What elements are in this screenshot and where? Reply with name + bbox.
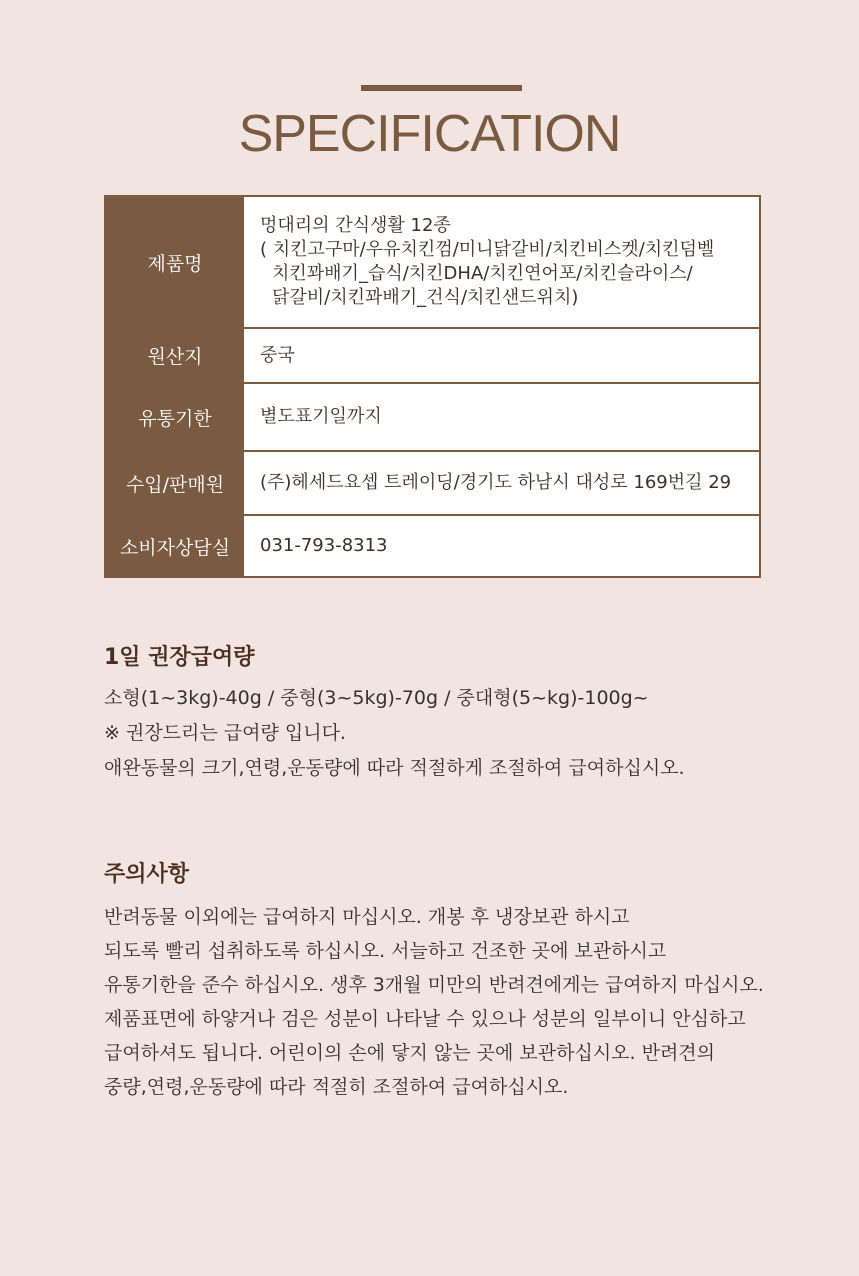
spec-label-product-name: 제품명 [106, 197, 244, 327]
feeding-line: ※ 권장드리는 급여량 입니다. [104, 722, 346, 744]
feeding-section [104, 643, 824, 786]
spec-value-product-name [244, 197, 759, 327]
caution-line: 급여하셔도 됩니다. 어린이의 손에 닿지 않는 곳에 보관하십시오. 반려견의 [104, 1042, 716, 1064]
caution-heading: 주의사항 [104, 862, 190, 887]
page-title: SPECIFICATION [238, 105, 621, 163]
product-name-line: 멍대리의 간식생활 12종 [260, 215, 451, 236]
spec-row-expiry [106, 382, 759, 450]
caution-line: 유통기한을 준수 하십시오. 생후 3개월 미만의 반려견에게는 급여하지 마십시오. [104, 974, 764, 996]
spec-table [104, 195, 761, 578]
caution-section [104, 860, 824, 1104]
product-name-line: ( 치킨고구마/우유치킨껌/미니닭갈비/치킨비스켓/치킨덤벨 [260, 239, 715, 260]
title-rule [361, 85, 522, 91]
feeding-line: 소형(1~3kg)-40g / 중형(3~5kg)-70g / 중대형(5~kg)-100g~ [104, 687, 649, 709]
spec-row-consult [106, 514, 759, 576]
spec-value-importer: (주)헤세드요셉 트레이딩/경기도 하남시 대성로 169번길 29 [260, 472, 732, 493]
spec-row-importer [106, 450, 759, 514]
caution-line: 중량,연령,운동량에 따라 적절히 조절하여 급여하십시오. [104, 1076, 569, 1098]
spec-label-expiry: 유통기한 [106, 384, 244, 450]
spec-value-expiry: 별도표기일까지 [260, 406, 382, 427]
spec-row-origin [106, 327, 759, 382]
product-name-line: 치킨꽈배기_습식/치킨DHA/치킨연어포/치킨슬라이스/ [272, 263, 693, 284]
feeding-line: 애완동물의 크기,연령,운동량에 따라 적절하게 조절하여 급여하십시오. [104, 757, 685, 779]
caution-line: 되도록 빨리 섭취하도록 하십시오. 서늘하고 건조한 곳에 보관하시고 [104, 940, 667, 962]
spec-label-consult: 소비자상담실 [106, 516, 244, 576]
caution-line: 반려동물 이외에는 급여하지 마십시오. 개봉 후 냉장보관 하시고 [104, 906, 630, 928]
spec-row-product-name [106, 197, 759, 327]
feeding-heading: 1일 권장급여량 [104, 645, 255, 670]
product-name-line: 닭갈비/치킨꽈배기_건식/치킨샌드위치) [272, 287, 579, 308]
spec-value-origin: 중국 [260, 344, 295, 366]
spec-label-origin: 원산지 [106, 329, 244, 382]
caution-line: 제품표면에 하얗거나 검은 성분이 나타날 수 있으나 성분의 일부이니 안심하고 [104, 1008, 746, 1030]
spec-value-consult: 031-793-8313 [260, 535, 388, 556]
spec-label-importer: 수입/판매원 [106, 452, 244, 514]
